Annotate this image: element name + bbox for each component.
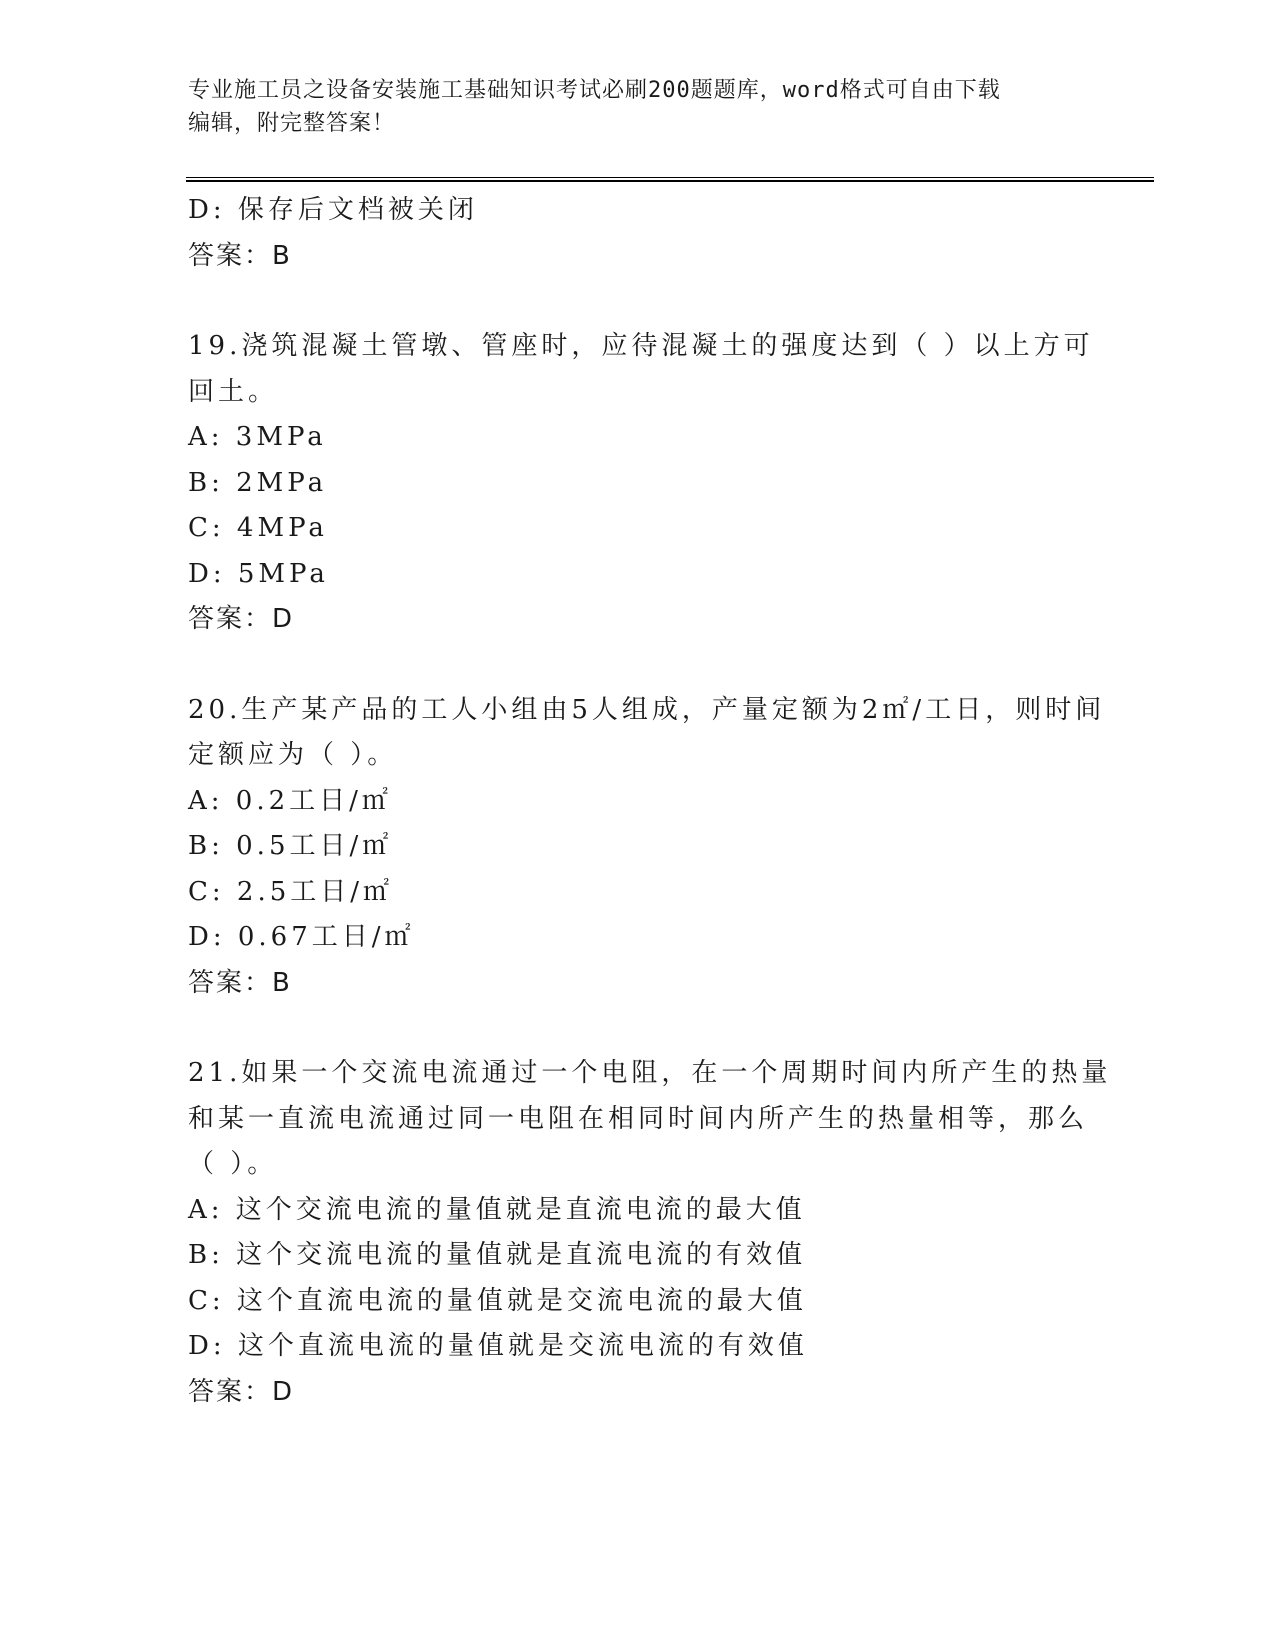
question-text-line: 定额应为（ ）。 — [188, 740, 398, 770]
header-divider-thin — [186, 177, 1154, 178]
document-header — [188, 74, 1088, 140]
question-21 — [188, 1051, 1112, 1415]
option-a: A: 0.2工日/㎡ — [188, 785, 392, 816]
option-d: D: 0.67工日/㎡ — [188, 922, 415, 952]
option-c: C: 4MPa — [188, 513, 328, 543]
option-b: B: 2MPa — [188, 467, 328, 498]
answer-line: 答案：B — [188, 967, 292, 998]
option-a: A: 这个交流电流的量值就是直流电流的最大值 — [188, 1194, 806, 1225]
option-c: C: 2.5工日/㎡ — [188, 876, 394, 907]
header-line-1: 专业施工员之设备安装施工基础知识考试必刷200题题库，word格式可自由下载 — [188, 78, 1001, 103]
question-text-line: 19.浇筑混凝土管墩、管座时，应待混凝土的强度达到（ ）以上方可 — [188, 331, 1094, 361]
previous-question-tail — [188, 188, 1088, 279]
answer-line: 答案：B — [188, 240, 292, 271]
question-text-line: 回土。 — [188, 376, 279, 407]
question-19 — [188, 324, 1094, 643]
question-text-line: 和某一直流电流通过同一电阻在相同时间内所产生的热量相等，那么 — [188, 1103, 1089, 1134]
option-c: C: 这个直流电流的量值就是交流电流的最大值 — [188, 1285, 807, 1316]
option-d: D: 5MPa — [188, 558, 329, 589]
question-20 — [188, 688, 1106, 1007]
header-line-2: 编辑，附完整答案！ — [188, 111, 396, 136]
question-text-line: （ ）。 — [188, 1149, 278, 1179]
question-text-line: 21.如果一个交流电流通过一个电阻，在一个周期时间内所产生的热量 — [188, 1058, 1112, 1088]
option-a: A: 3MPa — [188, 422, 327, 452]
answer-line: 答案：D — [188, 1376, 295, 1407]
option-b: B: 这个交流电流的量值就是直流电流的有效值 — [188, 1240, 807, 1270]
question-text-line: 20.生产某产品的工人小组由5人组成，产量定额为2㎡/工日，则时间 — [188, 694, 1106, 725]
option-b: B: 0.5工日/㎡ — [188, 831, 393, 861]
option-d: D: 保存后文档被关闭 — [188, 195, 478, 225]
answer-line: 答案：D — [188, 604, 295, 634]
document-body — [188, 188, 1112, 1415]
option-d: D: 这个直流电流的量值就是交流电流的有效值 — [188, 1331, 808, 1361]
header-divider-thick — [186, 180, 1154, 182]
